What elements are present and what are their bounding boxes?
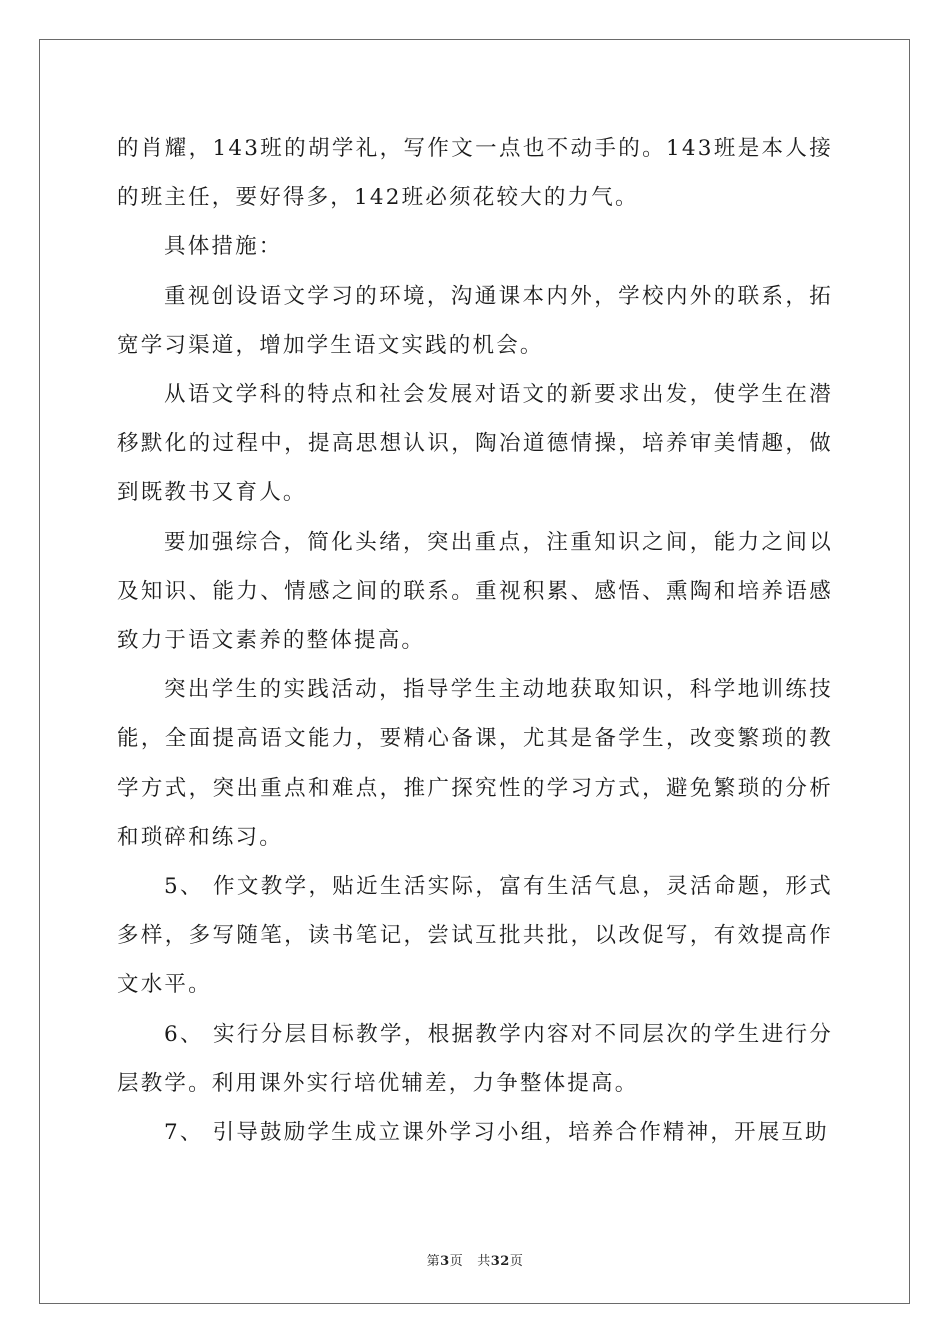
paragraph-5: 要加强综合，简化头绪，突出重点，注重知识之间，能力之间以及知识、能力、情感之间的联系。重视积累、感悟、熏陶和培养语感致力于语文素养的整体提高。 — [117, 529, 833, 654]
paragraph-3: 重视创设语文学习的环境，沟通课本内外，学校内外的联系，拓宽学习渠道，增加学生语文实践的机会。 — [117, 283, 833, 358]
paragraph-1: 的肖耀，143班的胡学礼，写作文一点也不动手的。143班是本人接的班主任，要好得多，142班必须花较大的力气。 — [117, 136, 833, 211]
paragraph-7: 5、 作文教学，贴近生活实际，富有生活气息，灵活命题，形式多样，多写随笔，读书笔记，尝试互批共批，以改促写，有效提高作文水平。 — [117, 874, 833, 998]
footer-page-suffix: 页 — [449, 1254, 464, 1269]
paragraph-8: 6、 实行分层目标教学，根据教学内容对不同层次的学生进行分层教学。利用课外实行培优辅差，力争整体提高。 — [117, 1021, 833, 1096]
footer-prefix: 第 — [426, 1254, 441, 1269]
paragraph-2: 具体措施： — [164, 234, 283, 260]
footer-total-suffix: 页 — [509, 1254, 524, 1269]
paragraph-6: 突出学生的实践活动，指导学生主动地获取知识，科学地训练技能，全面提高语文能力，要精心备课，尤其是备学生，改变繁琐的教学方式，突出重点和难点，推广探究性的学习方式，避免繁琐的分析和琐碎和练习。 — [117, 677, 833, 850]
footer-total-pages: 32 — [490, 1254, 510, 1269]
paragraph-9: 7、 引导鼓励学生成立课外学习小组，培养合作精神，开展互助 — [164, 1120, 829, 1146]
page-footer — [0, 1250, 950, 1269]
paragraph-4: 从语文学科的特点和社会发展对语文的新要求出发，使学生在潜移默化的过程中，提高思想认识，陶冶道德情操，培养审美情趣，做到既教书又育人。 — [117, 382, 833, 506]
document-body — [117, 124, 833, 1157]
footer-total-prefix: 共 — [477, 1254, 491, 1269]
footer-page-number: 3 — [440, 1254, 450, 1269]
